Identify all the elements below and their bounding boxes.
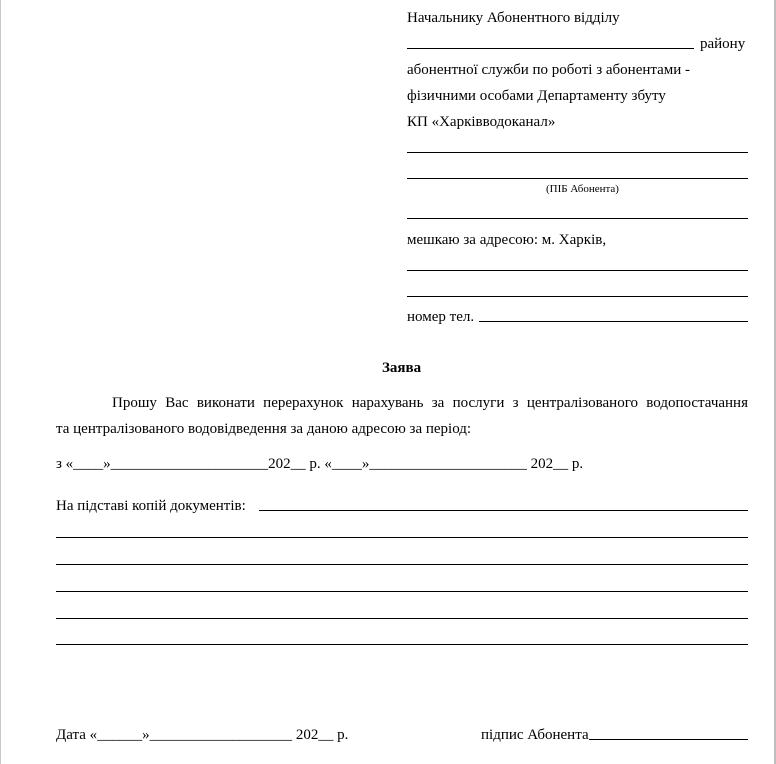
documents-blank-line-1	[56, 537, 748, 538]
addressee-line-1: Начальнику Абонентного відділу	[407, 10, 620, 26]
phone-blank-line	[479, 321, 748, 322]
district-blank-line	[407, 48, 694, 49]
paragraph-line-2: та централізованого водовідведення за даною адресою за період:	[56, 421, 472, 437]
documents-blank-line-4	[56, 618, 748, 619]
addressee-line-5: КП «Харківводоканал»	[407, 114, 556, 130]
applicant-name-caption: (ПІБ Абонента)	[546, 183, 619, 195]
address-blank-line-1	[407, 270, 748, 271]
phone-label: номер тел.	[407, 309, 475, 325]
documents-blank-line-2	[56, 564, 748, 565]
addressee-district-suffix: району	[700, 36, 746, 52]
documents-label: На підставі копій документів:	[56, 498, 246, 514]
addressee-line-4: фізичними особами Департаменту збуту	[407, 88, 666, 104]
address-label: мешкаю за адресою: м. Харків,	[407, 232, 607, 248]
applicant-blank-line-1	[407, 152, 748, 153]
addressee-line-3: абонентної служби по роботі з абонентами -	[407, 62, 691, 78]
page-left-edge	[0, 0, 1, 764]
signature-blank-line	[589, 739, 748, 740]
period-line: з «____»_____________________202__ р. «____»_____________________ 202__ р.	[56, 456, 584, 472]
applicant-name-line	[407, 178, 748, 179]
date-field: Дата «______»___________________ 202__ р.	[56, 727, 349, 743]
signature-label: підпис Абонента	[481, 727, 589, 743]
address-blank-line-2	[407, 296, 748, 297]
documents-blank-line-0	[259, 510, 748, 511]
documents-blank-line-5	[56, 644, 748, 645]
document-title: Заява	[382, 360, 422, 376]
applicant-blank-line-2	[407, 218, 748, 219]
documents-blank-line-3	[56, 591, 748, 592]
paragraph-line-1: Прошу Вас виконати перерахунок нарахувань за послуги з централізованого водопостачання	[112, 395, 748, 411]
